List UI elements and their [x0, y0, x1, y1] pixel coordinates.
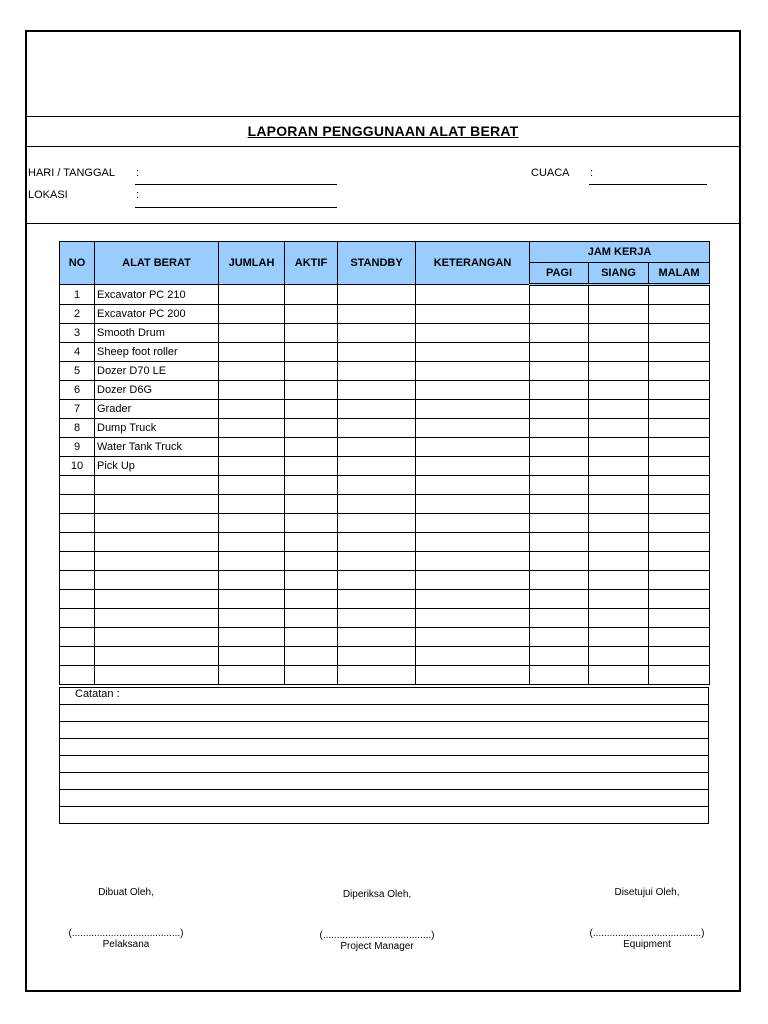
signature-line-disetujui: (.......................................): [589, 928, 705, 939]
table-row: [60, 533, 710, 552]
row-pagi-cell[interactable]: [530, 495, 589, 514]
table-row: [60, 495, 710, 514]
header-no: NO: [60, 242, 95, 285]
row-aktif-cell[interactable]: [285, 571, 338, 590]
row-no: [60, 476, 95, 495]
row-jumlah-cell[interactable]: [219, 362, 285, 381]
row-malam-cell[interactable]: [649, 647, 710, 666]
row-malam-cell[interactable]: [649, 495, 710, 514]
row-keterangan-cell[interactable]: [416, 419, 530, 438]
row-jumlah-cell[interactable]: [219, 533, 285, 552]
row-standby-cell[interactable]: [338, 609, 416, 628]
row-aktif-cell[interactable]: [285, 343, 338, 362]
row-keterangan-cell[interactable]: [416, 590, 530, 609]
row-keterangan-cell[interactable]: [416, 533, 530, 552]
signature-heading-dibuat: Dibuat Oleh,: [98, 887, 154, 898]
row-keterangan-cell[interactable]: [416, 457, 530, 476]
row-pagi-cell[interactable]: [530, 419, 589, 438]
row-jumlah-cell[interactable]: [219, 609, 285, 628]
row-no: [60, 495, 95, 514]
row-siang-cell[interactable]: [589, 457, 649, 476]
row-aktif-cell[interactable]: [285, 285, 338, 305]
row-no: [60, 609, 95, 628]
cuaca-colon: :: [590, 167, 594, 179]
row-jumlah-cell[interactable]: [219, 419, 285, 438]
row-aktif-cell[interactable]: [285, 438, 338, 457]
row-standby-cell[interactable]: [338, 381, 416, 400]
row-siang-cell[interactable]: [589, 628, 649, 647]
lokasi-label: LOKASI: [28, 189, 68, 201]
row-aktif-cell[interactable]: [285, 514, 338, 533]
header-malam: MALAM: [649, 263, 710, 285]
row-jumlah-cell[interactable]: [219, 647, 285, 666]
row-keterangan-cell[interactable]: [416, 514, 530, 533]
header-aktif: AKTIF: [285, 242, 338, 285]
lokasi-colon: :: [136, 189, 140, 201]
row-siang-cell[interactable]: [589, 514, 649, 533]
row-malam-cell[interactable]: [649, 419, 710, 438]
table-row: [60, 647, 710, 666]
row-alat-berat: Sheep foot roller: [95, 343, 219, 362]
row-pagi-cell[interactable]: [530, 457, 589, 476]
row-no: 5: [60, 362, 95, 381]
row-pagi-cell[interactable]: [530, 571, 589, 590]
row-alat-berat: [95, 476, 219, 495]
row-siang-cell[interactable]: [589, 666, 649, 685]
notes-line[interactable]: [60, 756, 709, 773]
table-row: [60, 666, 710, 685]
report-title: LAPORAN PENGGUNAAN ALAT BERAT: [247, 123, 519, 139]
row-jumlah-cell[interactable]: [219, 495, 285, 514]
row-keterangan-cell[interactable]: [416, 305, 530, 324]
row-standby-cell[interactable]: [338, 400, 416, 419]
row-alat-berat: Excavator PC 200: [95, 305, 219, 324]
header-siang: SIANG: [589, 263, 649, 285]
table-row: [60, 628, 710, 647]
row-keterangan-cell[interactable]: [416, 495, 530, 514]
row-standby-cell[interactable]: [338, 495, 416, 514]
row-alat-berat: Pick Up: [95, 457, 219, 476]
row-keterangan-cell[interactable]: [416, 571, 530, 590]
notes-line[interactable]: [60, 722, 709, 739]
row-pagi-cell[interactable]: [530, 343, 589, 362]
notes-table: [59, 687, 709, 824]
row-standby-cell[interactable]: [338, 324, 416, 343]
row-jumlah-cell[interactable]: [219, 571, 285, 590]
row-pagi-cell[interactable]: [530, 324, 589, 343]
row-standby-cell[interactable]: [338, 514, 416, 533]
row-jumlah-cell[interactable]: [219, 457, 285, 476]
table-row: [60, 590, 710, 609]
row-no: 3: [60, 324, 95, 343]
row-pagi-cell[interactable]: [530, 666, 589, 685]
row-no: [60, 514, 95, 533]
header-standby: STANDBY: [338, 242, 416, 285]
row-keterangan-cell[interactable]: [416, 647, 530, 666]
equipment-table: [59, 241, 710, 685]
row-standby-cell[interactable]: [338, 476, 416, 495]
notes-line[interactable]: [60, 773, 709, 790]
row-pagi-cell[interactable]: [530, 285, 589, 305]
row-alat-berat: [95, 552, 219, 571]
row-keterangan-cell[interactable]: [416, 438, 530, 457]
row-alat-berat: Grader: [95, 400, 219, 419]
row-pagi-cell[interactable]: [530, 476, 589, 495]
row-pagi-cell[interactable]: [530, 533, 589, 552]
row-standby-cell[interactable]: [338, 666, 416, 685]
row-alat-berat: [95, 609, 219, 628]
row-keterangan-cell[interactable]: [416, 666, 530, 685]
row-alat-berat: Excavator PC 210: [95, 285, 219, 305]
row-alat-berat: Smooth Drum: [95, 324, 219, 343]
row-jumlah-cell[interactable]: [219, 628, 285, 647]
row-keterangan-cell[interactable]: [416, 609, 530, 628]
row-pagi-cell[interactable]: [530, 362, 589, 381]
table-row: [60, 571, 710, 590]
row-keterangan-cell[interactable]: [416, 362, 530, 381]
row-aktif-cell[interactable]: [285, 666, 338, 685]
table-row: [60, 457, 710, 476]
row-siang-cell[interactable]: [589, 476, 649, 495]
row-malam-cell[interactable]: [649, 400, 710, 419]
row-aktif-cell[interactable]: [285, 457, 338, 476]
row-no: [60, 571, 95, 590]
signature-line-diperiksa: (.......................................): [319, 930, 435, 941]
row-aktif-cell[interactable]: [285, 400, 338, 419]
row-no: 7: [60, 400, 95, 419]
row-malam-cell[interactable]: [649, 609, 710, 628]
table-row: [60, 285, 710, 305]
row-no: 9: [60, 438, 95, 457]
row-siang-cell[interactable]: [589, 381, 649, 400]
hari-tanggal-colon: :: [136, 167, 140, 179]
row-no: [60, 666, 95, 685]
header-keterangan: KETERANGAN: [416, 242, 530, 285]
row-no: 1: [60, 285, 95, 305]
row-no: [60, 628, 95, 647]
hari-tanggal-field[interactable]: [135, 184, 337, 185]
row-jumlah-cell[interactable]: [219, 666, 285, 685]
notes-label: Catatan :: [60, 688, 709, 705]
row-no: [60, 552, 95, 571]
row-pagi-cell[interactable]: [530, 552, 589, 571]
row-jumlah-cell[interactable]: [219, 590, 285, 609]
row-malam-cell[interactable]: [649, 628, 710, 647]
row-no: 8: [60, 419, 95, 438]
row-alat-berat: Water Tank Truck: [95, 438, 219, 457]
row-siang-cell[interactable]: [589, 305, 649, 324]
table-row: [60, 381, 710, 400]
row-malam-cell[interactable]: [649, 381, 710, 400]
row-keterangan-cell[interactable]: [416, 628, 530, 647]
info-bottom-divider: [25, 223, 741, 224]
row-keterangan-cell[interactable]: [416, 552, 530, 571]
row-malam-cell[interactable]: [649, 305, 710, 324]
header-bottom-divider: [25, 146, 741, 147]
row-alat-berat: [95, 590, 219, 609]
notes-line[interactable]: [60, 739, 709, 756]
row-alat-berat: [95, 514, 219, 533]
row-malam-cell[interactable]: [649, 533, 710, 552]
table-row: [60, 552, 710, 571]
header-jam-kerja: JAM KERJA: [530, 242, 710, 263]
row-pagi-cell[interactable]: [530, 628, 589, 647]
notes-line[interactable]: [60, 807, 709, 824]
row-standby-cell[interactable]: [338, 647, 416, 666]
row-malam-cell[interactable]: [649, 362, 710, 381]
row-aktif-cell[interactable]: [285, 495, 338, 514]
signature-role-equipment: Equipment: [623, 939, 671, 950]
row-pagi-cell[interactable]: [530, 590, 589, 609]
row-alat-berat: [95, 571, 219, 590]
row-keterangan-cell[interactable]: [416, 400, 530, 419]
row-pagi-cell[interactable]: [530, 305, 589, 324]
row-siang-cell[interactable]: [589, 324, 649, 343]
table-row: [60, 514, 710, 533]
row-siang-cell[interactable]: [589, 362, 649, 381]
row-keterangan-cell[interactable]: [416, 476, 530, 495]
row-alat-berat: Dump Truck: [95, 419, 219, 438]
row-aktif-cell[interactable]: [285, 552, 338, 571]
row-keterangan-cell[interactable]: [416, 285, 530, 305]
row-standby-cell[interactable]: [338, 457, 416, 476]
row-standby-cell[interactable]: [338, 590, 416, 609]
row-alat-berat: [95, 628, 219, 647]
row-pagi-cell[interactable]: [530, 381, 589, 400]
row-malam-cell[interactable]: [649, 514, 710, 533]
signature-line-dibuat: (.......................................): [68, 928, 184, 939]
row-malam-cell[interactable]: [649, 343, 710, 362]
header-top-divider: [25, 116, 741, 117]
row-standby-cell[interactable]: [338, 362, 416, 381]
row-aktif-cell[interactable]: [285, 362, 338, 381]
row-malam-cell[interactable]: [649, 285, 710, 305]
row-standby-cell[interactable]: [338, 305, 416, 324]
row-aktif-cell[interactable]: [285, 324, 338, 343]
row-siang-cell[interactable]: [589, 590, 649, 609]
row-aktif-cell[interactable]: [285, 533, 338, 552]
row-pagi-cell[interactable]: [530, 438, 589, 457]
signature-heading-disetujui: Disetujui Oleh,: [614, 887, 680, 898]
row-no: [60, 647, 95, 666]
row-alat-berat: [95, 666, 219, 685]
row-alat-berat: Dozer D6G: [95, 381, 219, 400]
row-siang-cell[interactable]: [589, 533, 649, 552]
row-malam-cell[interactable]: [649, 666, 710, 685]
row-siang-cell[interactable]: [589, 552, 649, 571]
row-malam-cell[interactable]: [649, 438, 710, 457]
cuaca-field[interactable]: [589, 184, 707, 185]
row-jumlah-cell[interactable]: [219, 285, 285, 305]
row-siang-cell[interactable]: [589, 400, 649, 419]
row-jumlah-cell[interactable]: [219, 400, 285, 419]
header-alat-berat: ALAT BERAT: [95, 242, 219, 285]
row-siang-cell[interactable]: [589, 285, 649, 305]
row-keterangan-cell[interactable]: [416, 324, 530, 343]
signature-heading-diperiksa: Diperiksa Oleh,: [342, 889, 412, 900]
notes-line[interactable]: [60, 790, 709, 807]
row-aktif-cell[interactable]: [285, 476, 338, 495]
row-siang-cell[interactable]: [589, 647, 649, 666]
row-standby-cell[interactable]: [338, 628, 416, 647]
row-standby-cell[interactable]: [338, 285, 416, 305]
row-aktif-cell[interactable]: [285, 381, 338, 400]
row-alat-berat: [95, 495, 219, 514]
row-pagi-cell[interactable]: [530, 400, 589, 419]
table-row: [60, 419, 710, 438]
row-pagi-cell[interactable]: [530, 647, 589, 666]
row-standby-cell[interactable]: [338, 438, 416, 457]
table-row: [60, 400, 710, 419]
row-alat-berat: [95, 647, 219, 666]
row-alat-berat: Dozer D70 LE: [95, 362, 219, 381]
row-malam-cell[interactable]: [649, 457, 710, 476]
row-siang-cell[interactable]: [589, 438, 649, 457]
row-jumlah-cell[interactable]: [219, 324, 285, 343]
row-aktif-cell[interactable]: [285, 305, 338, 324]
row-standby-cell[interactable]: [338, 552, 416, 571]
row-jumlah-cell[interactable]: [219, 305, 285, 324]
table-row: [60, 609, 710, 628]
table-row: [60, 305, 710, 324]
row-siang-cell[interactable]: [589, 419, 649, 438]
row-standby-cell[interactable]: [338, 533, 416, 552]
row-keterangan-cell[interactable]: [416, 343, 530, 362]
row-aktif-cell[interactable]: [285, 647, 338, 666]
row-aktif-cell[interactable]: [285, 609, 338, 628]
row-malam-cell[interactable]: [649, 476, 710, 495]
row-jumlah-cell[interactable]: [219, 552, 285, 571]
row-no: [60, 533, 95, 552]
row-standby-cell[interactable]: [338, 571, 416, 590]
row-jumlah-cell[interactable]: [219, 514, 285, 533]
signature-role-pelaksana: Pelaksana: [102, 939, 150, 950]
row-standby-cell[interactable]: [338, 343, 416, 362]
row-malam-cell[interactable]: [649, 552, 710, 571]
row-malam-cell[interactable]: [649, 590, 710, 609]
row-pagi-cell[interactable]: [530, 609, 589, 628]
lokasi-field[interactable]: [135, 207, 337, 208]
header-jumlah: JUMLAH: [219, 242, 285, 285]
signature-role-project-manager: Project Manager: [340, 941, 414, 952]
table-row: [60, 476, 710, 495]
row-aktif-cell[interactable]: [285, 590, 338, 609]
row-no: 4: [60, 343, 95, 362]
notes-line[interactable]: [60, 705, 709, 722]
row-no: [60, 590, 95, 609]
row-jumlah-cell[interactable]: [219, 343, 285, 362]
cuaca-label: CUACA: [531, 167, 570, 179]
row-malam-cell[interactable]: [649, 571, 710, 590]
row-siang-cell[interactable]: [589, 495, 649, 514]
table-row: [60, 362, 710, 381]
row-jumlah-cell[interactable]: [219, 438, 285, 457]
table-row: [60, 343, 710, 362]
row-siang-cell[interactable]: [589, 343, 649, 362]
row-no: 6: [60, 381, 95, 400]
row-pagi-cell[interactable]: [530, 514, 589, 533]
row-siang-cell[interactable]: [589, 571, 649, 590]
row-keterangan-cell[interactable]: [416, 381, 530, 400]
table-row: [60, 324, 710, 343]
row-siang-cell[interactable]: [589, 609, 649, 628]
row-aktif-cell[interactable]: [285, 628, 338, 647]
row-aktif-cell[interactable]: [285, 419, 338, 438]
row-standby-cell[interactable]: [338, 419, 416, 438]
row-no: 10: [60, 457, 95, 476]
row-jumlah-cell[interactable]: [219, 476, 285, 495]
row-alat-berat: [95, 533, 219, 552]
hari-tanggal-label: HARI / TANGGAL: [28, 167, 116, 179]
row-no: 2: [60, 305, 95, 324]
row-malam-cell[interactable]: [649, 324, 710, 343]
row-jumlah-cell[interactable]: [219, 381, 285, 400]
header-pagi: PAGI: [530, 263, 589, 285]
table-row: [60, 438, 710, 457]
